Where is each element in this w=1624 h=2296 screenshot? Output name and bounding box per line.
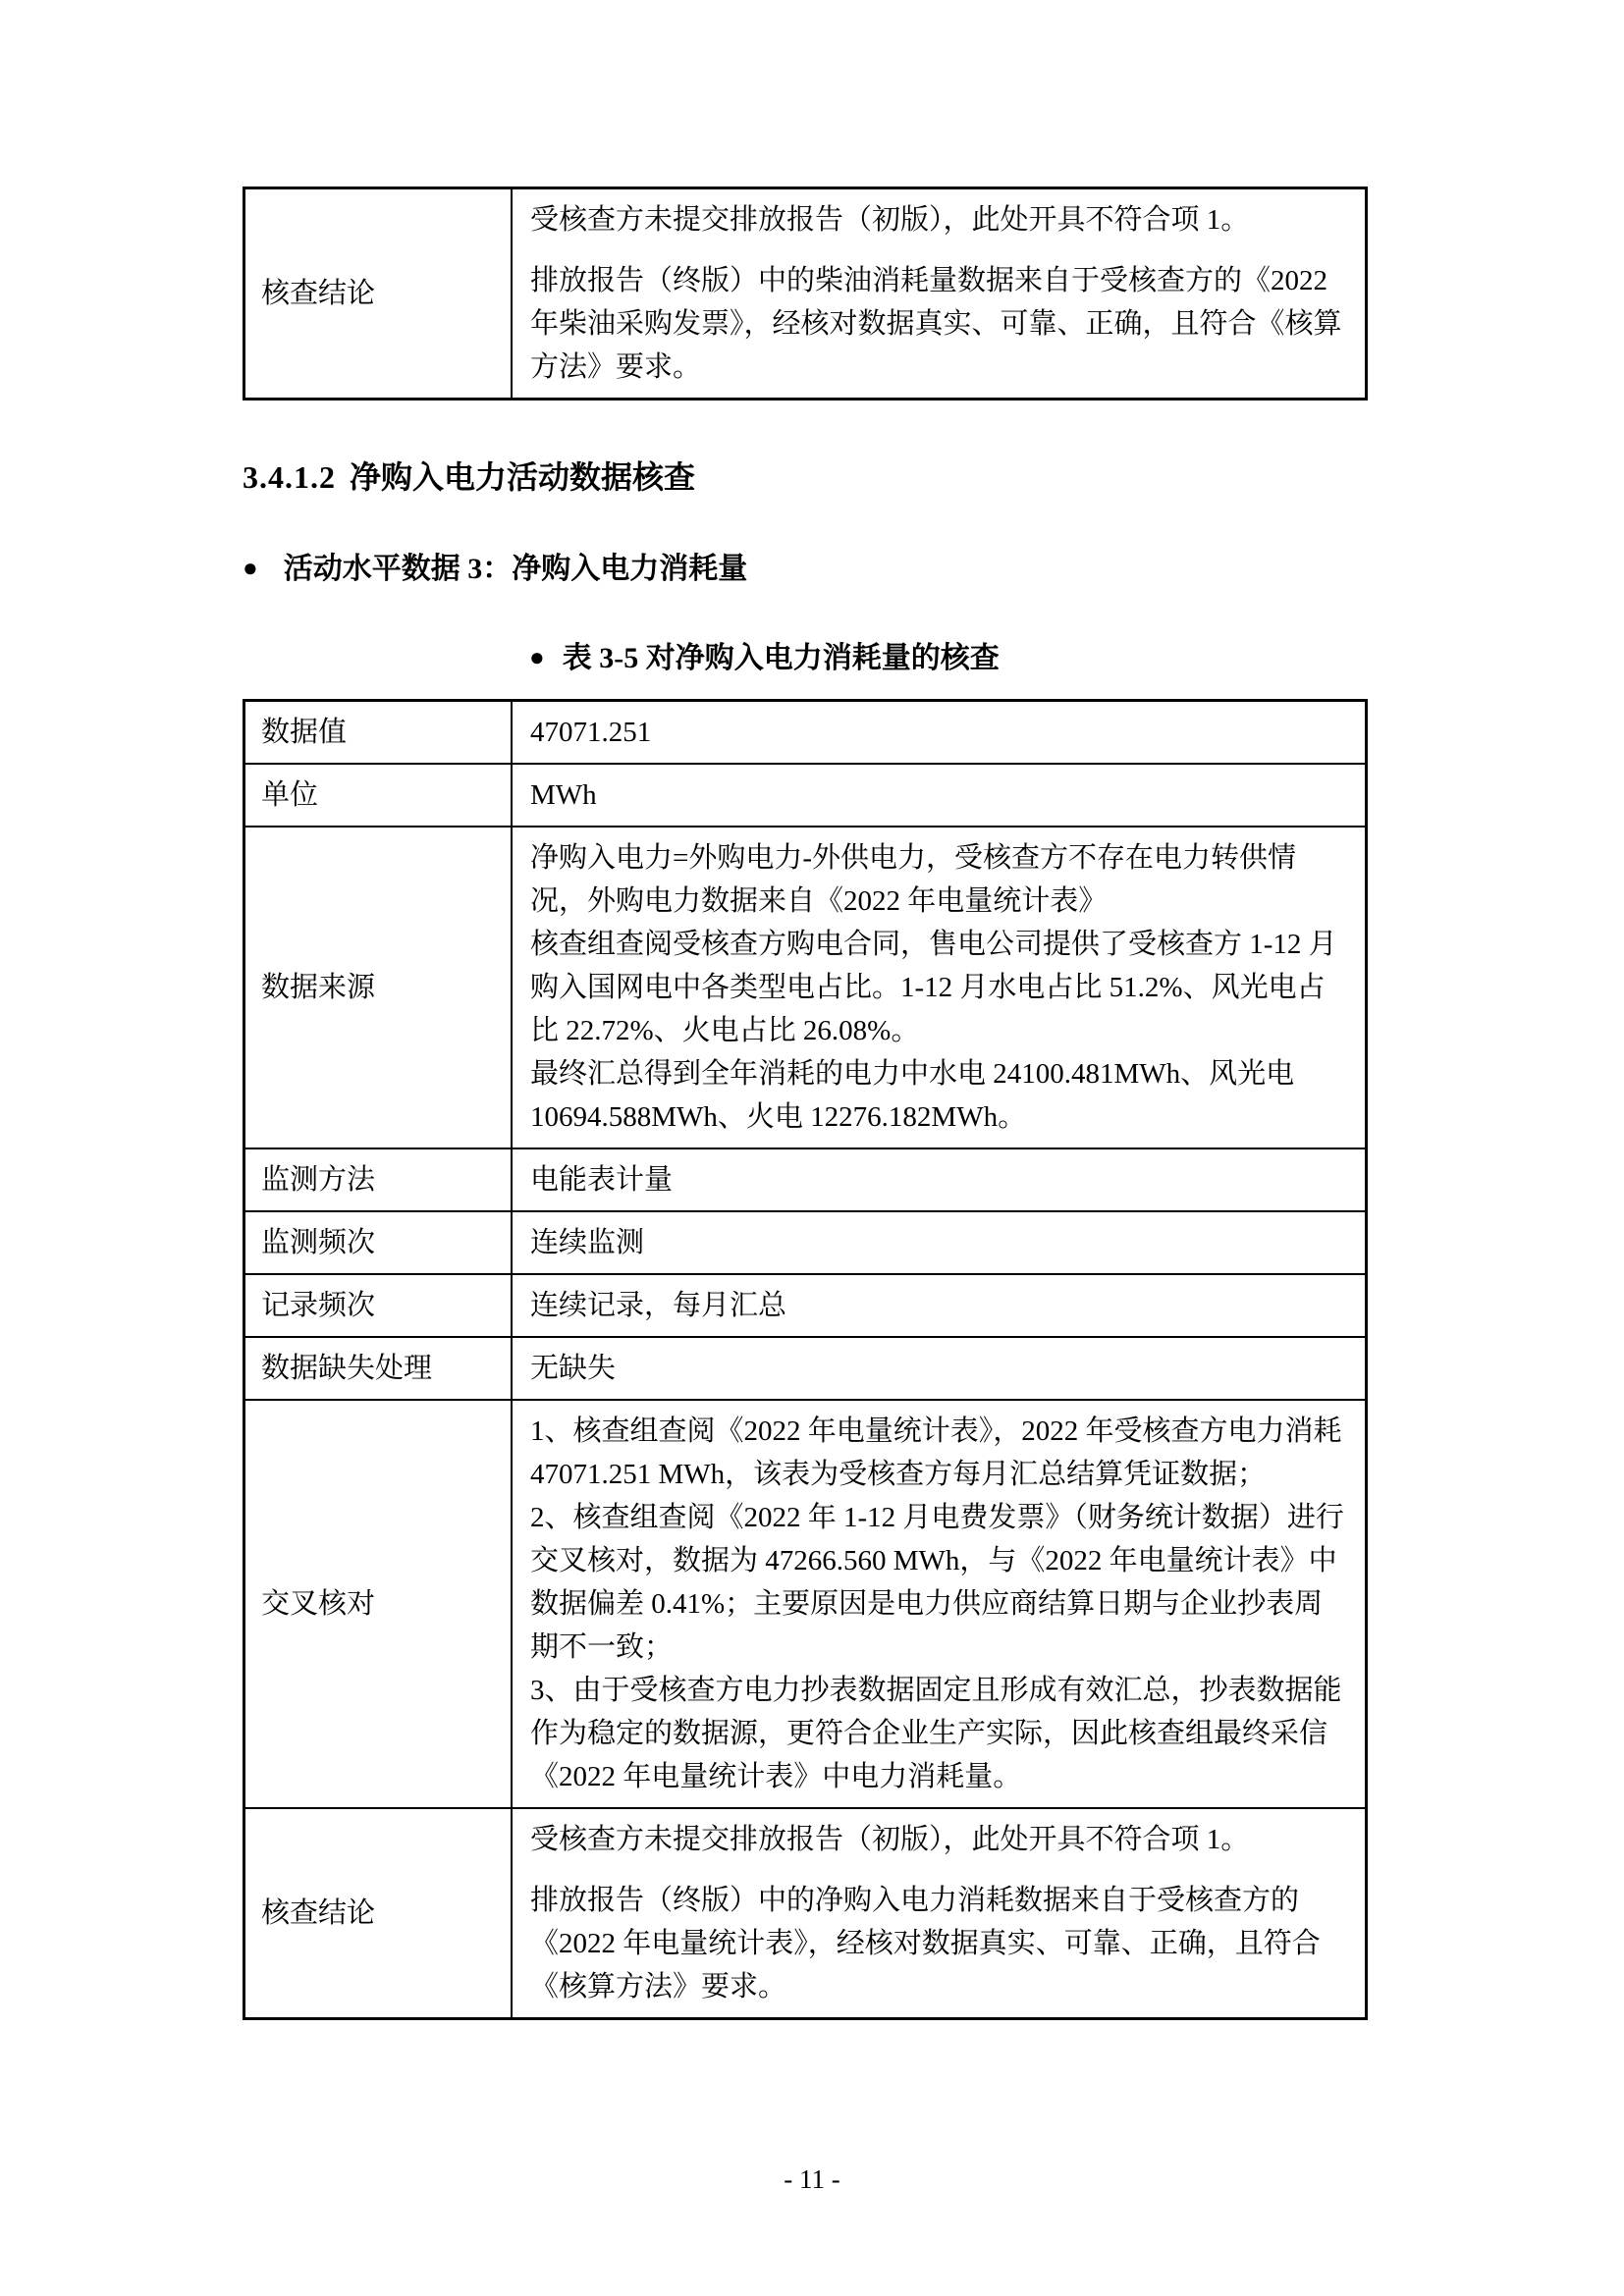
table-row (244, 1274, 1367, 1337)
row-content (512, 701, 1367, 765)
paragraph: 排放报告（终版）中的柴油消耗量数据来自于受核查方的《2022 年柴油采购发票》，经核对数据真实、可靠、正确，且符合《核算方法》要求。 (530, 265, 1342, 383)
table-row (244, 827, 1367, 1148)
row-label: 交叉核对 (244, 1400, 513, 1808)
diesel-conclusion-table-body (244, 188, 1367, 400)
table-row (244, 188, 1367, 400)
row-content (512, 1808, 1367, 2019)
row-label: 监测方法 (244, 1148, 513, 1211)
paragraph: 受核查方未提交排放报告（初版），此处开具不符合项 1。 (530, 204, 1250, 236)
table-caption-text: 表 3-5 对净购入电力消耗量的核查 (562, 642, 1000, 674)
table-caption (243, 637, 1368, 681)
paragraph: 无缺失 (530, 1353, 617, 1384)
paragraph: 净购入电力=外购电力-外供电力，受核查方不存在电力转供情况，外购电力数据来自《2022 年电量统计表》 (530, 842, 1297, 917)
table-row (244, 1148, 1367, 1211)
row-label: 核查结论 (244, 1808, 513, 2019)
row-content (512, 827, 1367, 1148)
row-content (512, 1148, 1367, 1211)
diesel-conclusion-table (243, 187, 1368, 400)
row-label: 记录频次 (244, 1274, 513, 1337)
electricity-verification-table-body (244, 701, 1367, 2019)
activity-data-line (243, 548, 1368, 592)
table-row (244, 1211, 1367, 1274)
page-content (243, 0, 1368, 2020)
paragraph: 核查组查阅受核查方购电合同，售电公司提供了受核查方 1-12 月购入国网电中各类型电占比。1-12 月水电占比 51.2%、风光电占比 22.72%、火电占比 26.08%。 (530, 929, 1337, 1046)
section-heading (243, 455, 1368, 499)
row-label: 监测频次 (244, 1211, 513, 1274)
section-number: 3.4.1.2 (243, 459, 336, 495)
paragraph: 排放报告（终版）中的净购入电力消耗数据来自于受核查方的《2022 年电量统计表》，经核对数据真实、可靠、正确，且符合《核算方法》要求。 (530, 1885, 1321, 2002)
paragraph: 连续监测 (530, 1227, 645, 1258)
page-number: - 11 - (784, 2164, 840, 2194)
bullet-icon: ● (243, 554, 258, 582)
row-label: 单位 (244, 764, 513, 827)
row-content (512, 1274, 1367, 1337)
row-content (512, 1400, 1367, 1808)
paragraph: 47071.251 (530, 717, 652, 748)
table-row (244, 1808, 1367, 2019)
row-label: 核查结论 (244, 188, 513, 400)
section-title: 净购入电力活动数据核查 (350, 459, 696, 495)
row-label: 数据来源 (244, 827, 513, 1148)
table-row (244, 701, 1367, 765)
table-row (244, 1337, 1367, 1400)
row-content (512, 1211, 1367, 1274)
bullet-icon: ● (529, 643, 545, 671)
row-label: 数据值 (244, 701, 513, 765)
row-content (512, 1337, 1367, 1400)
table-row (244, 1400, 1367, 1808)
electricity-verification-table (243, 699, 1368, 2020)
paragraph: 3、由于受核查方电力抄表数据固定且形成有效汇总，抄表数据能作为稳定的数据源，更符合企业生产实际，因此核查组最终采信《2022 年电量统计表》中电力消耗量。 (530, 1675, 1342, 1792)
paragraph: 最终汇总得到全年消耗的电力中水电 24100.481MWh、风光电 10694.588MWh、火电 12276.182MWh。 (530, 1058, 1295, 1133)
paragraph: MWh (530, 779, 597, 811)
table-row (244, 764, 1367, 827)
paragraph: 电能表计量 (530, 1164, 674, 1196)
row-content (512, 188, 1367, 400)
paragraph: 连续记录，每月汇总 (530, 1290, 787, 1321)
paragraph: 1、核查组查阅《2022 年电量统计表》，2022 年受核查方电力消耗 47071.251 MWh，该表为受核查方每月汇总结算凭证数据； (530, 1415, 1342, 1490)
row-content (512, 764, 1367, 827)
activity-data-label: 活动水平数据 3：净购入电力消耗量 (283, 553, 748, 585)
paragraph: 2、核查组查阅《2022 年 1-12 月电费发票》（财务统计数据）进行交叉核对，数据为 47266.560 MWh，与《2022 年电量统计表》中数据偏差 0.41%；主要原因是电力供应商结算日期与企业抄表周期不一致； (530, 1502, 1344, 1663)
paragraph: 受核查方未提交排放报告（初版），此处开具不符合项 1。 (530, 1824, 1250, 1855)
row-label: 数据缺失处理 (244, 1337, 513, 1400)
